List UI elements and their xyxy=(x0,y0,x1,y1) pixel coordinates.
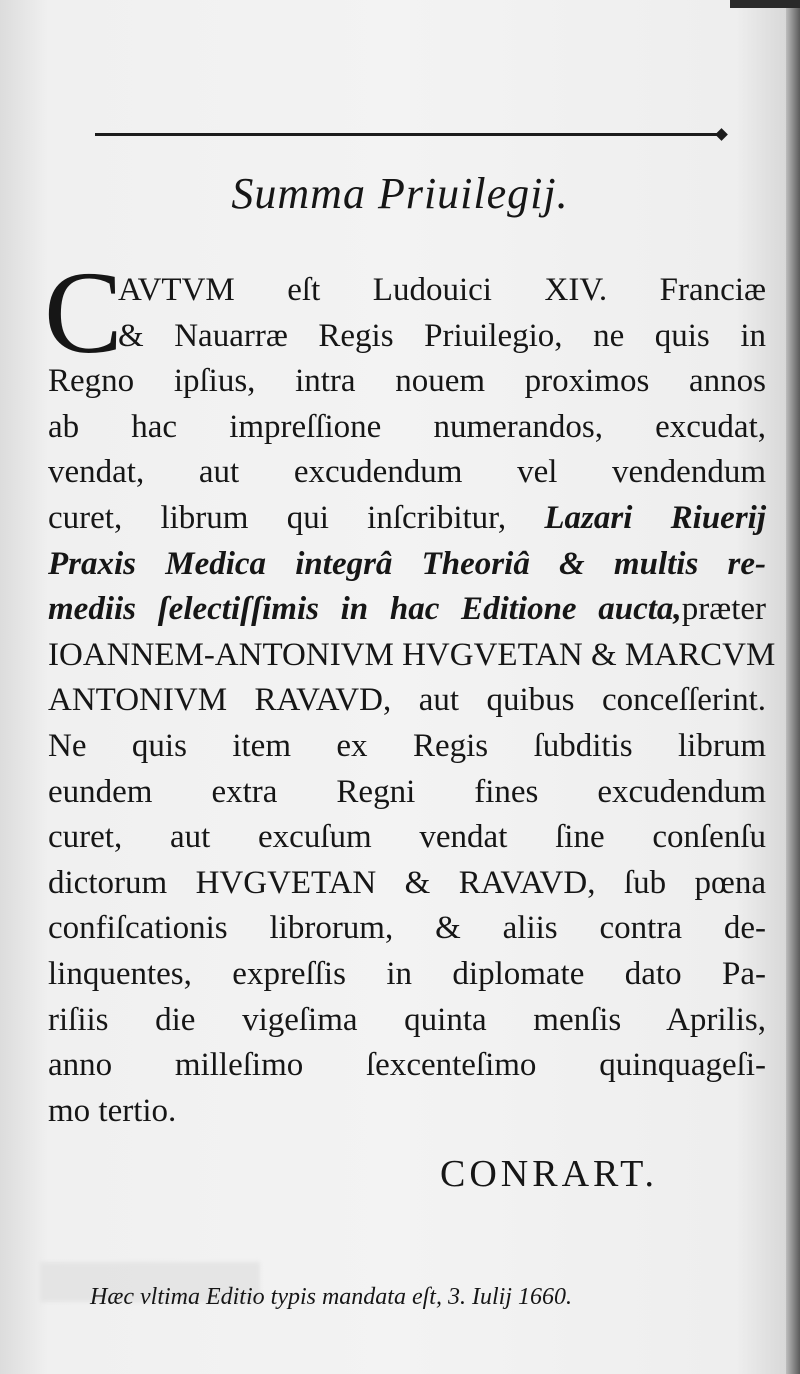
text-segment: riſiis die vigeſima quinta menſis Aprilis, xyxy=(48,1001,766,1038)
text-segment: ab hac impreſſione numerandos, excudat, xyxy=(48,408,766,445)
text-segment: confiſcationis librorum, & aliis contra de- xyxy=(48,910,766,947)
text-segment: dictorum xyxy=(48,864,196,901)
text-segment: vendat, aut excudendum vel vendendum xyxy=(48,454,766,491)
text-line xyxy=(48,1089,766,1133)
text-line xyxy=(48,587,766,631)
text-segment: ANTONIVM RAVAVD xyxy=(48,682,383,719)
text-segment: Ne quis item ex Regis ſubditis librum xyxy=(48,728,766,764)
text-line xyxy=(48,450,766,494)
text-line xyxy=(48,405,766,449)
text-segment: IOANNEM-ANTONIVM HVGVETAN & MARCVM xyxy=(48,636,776,673)
text-line xyxy=(48,815,766,859)
text-segment: anno milleſimo ſexcenteſimo quinquageſi- xyxy=(48,1047,766,1084)
text-segment: Regno ipſius, intra nouem proximos annos xyxy=(48,363,766,400)
text-segment: Praxis Medica integrâ Theoriâ & multis re- xyxy=(48,545,766,582)
text-segment: curet, librum qui inſcribitur, xyxy=(48,500,545,536)
text-line xyxy=(48,1043,766,1087)
signature: CONRART. xyxy=(440,1153,658,1195)
text-segment: & Nauarræ Regis Priuilegio, ne quis in xyxy=(118,317,766,354)
text-line xyxy=(48,542,766,586)
text-segment: mediis ſelectiſſimis in hac Editione aucta, xyxy=(48,591,682,628)
text-line xyxy=(48,861,766,905)
text-segment: eundem extra Regni fines excudendum xyxy=(48,773,766,810)
text-line xyxy=(48,998,766,1042)
page-corner-shadow xyxy=(730,0,800,8)
text-line xyxy=(118,268,766,312)
text-line xyxy=(118,314,766,358)
text-segment: præter xyxy=(681,591,766,628)
text-line xyxy=(48,724,766,768)
text-line xyxy=(48,496,766,540)
page-title: Summa Priuilegij. xyxy=(231,169,569,218)
drop-capital: C xyxy=(44,247,123,378)
text-line xyxy=(48,906,766,950)
edition-note: Hæc vltima Editio typis mandata eſt, 3. Iulij 1660. xyxy=(90,1284,572,1310)
text-segment: eſt Ludouici XIV. Franciæ xyxy=(234,272,766,308)
text-line xyxy=(48,359,766,403)
text-segment: HVGVETAN xyxy=(195,864,377,901)
text-segment: linquentes, expreſſis in diplomate dato Pa- xyxy=(48,956,766,992)
text-segment: & xyxy=(376,864,459,901)
text-segment: mo tertio. xyxy=(48,1092,177,1129)
text-line xyxy=(48,770,766,814)
text-segment: AVTVM xyxy=(118,272,235,308)
text-line xyxy=(48,678,766,722)
text-line xyxy=(48,952,766,996)
text-line xyxy=(48,633,776,677)
text-segment: Lazari Riuerij xyxy=(544,500,767,536)
text-segment: RAVAVD xyxy=(458,864,588,901)
text-segment: , ſub pœna xyxy=(587,864,766,901)
text-segment: , aut quibus conceſſerint. xyxy=(382,682,766,719)
text-segment: curet, aut excuſum vendat ſine conſenſu xyxy=(48,819,766,856)
header-rule xyxy=(95,133,720,136)
